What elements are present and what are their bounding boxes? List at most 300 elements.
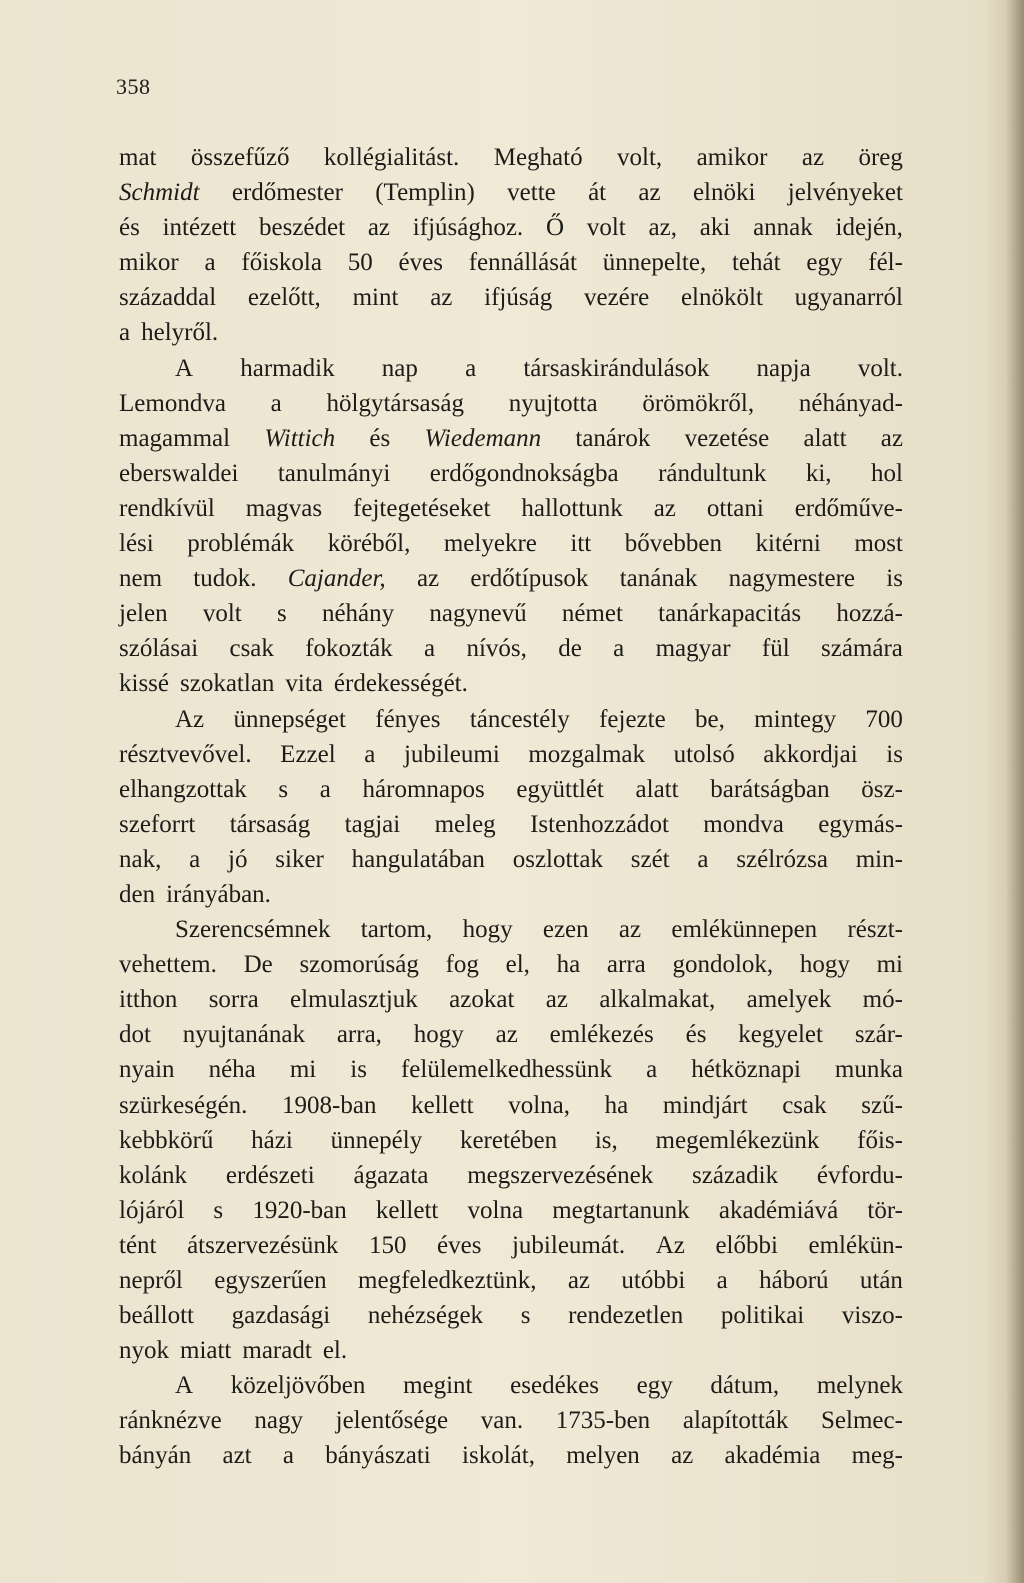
word: el. xyxy=(322,1337,348,1365)
word: ágazata xyxy=(353,1161,429,1189)
text-line xyxy=(119,421,903,456)
text-line xyxy=(119,1123,903,1158)
word: kellett xyxy=(411,1091,474,1119)
word: ha xyxy=(556,951,581,979)
word: is xyxy=(886,565,903,593)
word: hölgytársaság xyxy=(326,389,464,417)
word: a xyxy=(119,319,131,347)
word: alatt xyxy=(635,775,679,803)
word: századdal xyxy=(119,284,217,312)
word: részt- xyxy=(847,916,903,944)
word: maradt xyxy=(242,1337,312,1365)
word: a xyxy=(613,635,625,663)
word: keretében xyxy=(459,1126,558,1154)
word: erdőgondnokságba xyxy=(429,459,619,487)
word: Szerencsémnek xyxy=(175,916,331,944)
word: az xyxy=(671,1442,694,1470)
word: nagymestere xyxy=(728,565,856,593)
word: szólásai xyxy=(119,635,199,663)
word: emlékünnepen xyxy=(671,916,818,944)
word: bányászati xyxy=(325,1442,431,1470)
word: hozzá- xyxy=(836,600,903,628)
word: ki, xyxy=(805,459,832,487)
word: a xyxy=(697,845,709,873)
text-line xyxy=(119,982,903,1017)
body-text xyxy=(119,140,903,1474)
italic-word: Schmidt xyxy=(119,179,200,207)
word: utóbbi xyxy=(621,1267,686,1294)
word: az xyxy=(545,986,568,1014)
word: ugyanarról xyxy=(794,284,903,312)
word: alapították xyxy=(682,1407,789,1435)
text-line xyxy=(119,315,903,350)
word: és xyxy=(119,214,140,242)
word: erdőmester xyxy=(231,179,343,207)
word: fényes xyxy=(375,705,441,733)
word: csak xyxy=(782,1091,827,1119)
word: mint xyxy=(352,284,399,312)
word: nem xyxy=(119,565,163,593)
word: be, xyxy=(695,705,725,733)
word: nívós, xyxy=(466,635,527,663)
word: s xyxy=(520,1302,531,1330)
word: jubileumi xyxy=(403,740,500,768)
word: dátum, xyxy=(710,1372,780,1400)
italic-word: Wiedemann xyxy=(424,424,542,452)
word: ezelőtt, xyxy=(247,284,321,312)
text-line xyxy=(119,947,903,982)
word: egymás- xyxy=(818,810,903,838)
word: megint xyxy=(403,1372,473,1400)
word: nyok xyxy=(119,1337,169,1365)
text-line xyxy=(119,245,903,280)
word: nyain xyxy=(119,1056,175,1084)
word: az xyxy=(367,214,391,242)
word: kissé xyxy=(119,670,169,698)
word: tanának xyxy=(619,565,698,593)
word: az xyxy=(567,1267,591,1294)
word: 1908-ban xyxy=(282,1091,377,1119)
word: is xyxy=(350,1056,367,1084)
word: rándultunk xyxy=(658,459,767,487)
word: az xyxy=(801,144,825,171)
word: néhányad- xyxy=(798,389,903,417)
word: tör- xyxy=(867,1196,903,1224)
word: amikor xyxy=(696,144,768,171)
word: s xyxy=(213,1196,224,1224)
word: társaskirándulások xyxy=(523,354,710,382)
text-line xyxy=(119,140,903,175)
word: min- xyxy=(855,845,903,873)
page-edge-shadow xyxy=(1006,0,1024,1583)
word: az xyxy=(495,1021,518,1049)
word: örömökről, xyxy=(642,389,755,417)
word: egy xyxy=(636,1372,673,1400)
text-line xyxy=(119,631,903,666)
word: kitérni xyxy=(755,530,821,558)
word: ösz- xyxy=(861,775,903,803)
word: megemlékezünk xyxy=(655,1126,820,1154)
word: jelentősége xyxy=(335,1407,449,1435)
word: kellett xyxy=(375,1196,439,1224)
text-line xyxy=(119,1403,903,1438)
word: német xyxy=(561,600,623,628)
text-line xyxy=(119,1228,903,1263)
word: hétköznapi xyxy=(691,1056,801,1084)
text-line xyxy=(119,1298,903,1333)
word: fennállását xyxy=(468,249,577,277)
word: a xyxy=(716,1267,728,1294)
word: 150 xyxy=(368,1231,407,1259)
word: alkalmakat, xyxy=(599,986,716,1014)
word: arra xyxy=(606,951,646,979)
word: köréből, xyxy=(327,530,411,558)
text-line xyxy=(119,456,903,491)
word: nehézségek xyxy=(367,1302,484,1330)
page-number: 358 xyxy=(116,74,151,99)
word: háború xyxy=(759,1267,829,1294)
word: akkordjai xyxy=(763,740,858,768)
word: erdészeti xyxy=(225,1161,315,1189)
text-line xyxy=(119,351,903,386)
word: volna, xyxy=(508,1091,570,1119)
word: fejezte xyxy=(599,705,666,733)
word: siker xyxy=(275,845,324,873)
word: mat xyxy=(119,144,157,171)
word: háromnapos xyxy=(362,775,485,803)
word: jelen xyxy=(119,600,168,628)
word: kolánk xyxy=(119,1161,188,1189)
word: nak, xyxy=(119,845,162,873)
word: itt xyxy=(570,530,592,558)
word: házi xyxy=(251,1126,293,1154)
italic-word: Wittich xyxy=(264,424,336,452)
word: összefűző xyxy=(190,144,290,171)
word: elnöki xyxy=(692,179,756,207)
word: mikor xyxy=(119,249,179,277)
word: lési xyxy=(119,530,154,558)
word: éves xyxy=(398,249,443,277)
word: felülemelkedhessünk xyxy=(400,1056,613,1084)
word: miatt xyxy=(180,1337,232,1365)
word: alatt xyxy=(803,424,847,452)
text-line xyxy=(119,772,903,807)
word: hogy xyxy=(462,916,513,944)
word: napja xyxy=(756,354,811,382)
word: melynek xyxy=(816,1372,903,1400)
word: vezére xyxy=(583,284,650,312)
word: bányán xyxy=(119,1442,192,1470)
text-line xyxy=(119,561,903,596)
word: is, xyxy=(594,1126,618,1154)
word: nagynevű xyxy=(429,600,527,628)
word: munka xyxy=(834,1056,903,1084)
word: a xyxy=(465,354,477,382)
word: Ezzel xyxy=(280,740,336,768)
text-line xyxy=(119,491,903,526)
word: társaság xyxy=(229,810,311,838)
word: ifjúság xyxy=(484,284,553,312)
word: hangulatában xyxy=(351,845,485,873)
word: akadémia xyxy=(724,1442,821,1470)
word: aki xyxy=(699,214,731,242)
word: a xyxy=(424,635,436,663)
word: fél- xyxy=(868,249,903,277)
word: számára xyxy=(821,635,903,663)
word: néhány xyxy=(321,600,395,628)
word: el, xyxy=(505,951,530,979)
word: viszo- xyxy=(841,1302,903,1330)
word: irányában. xyxy=(166,880,271,908)
word: erdőműve- xyxy=(794,494,903,522)
word: Megható xyxy=(493,144,583,171)
word: harmadik xyxy=(240,354,335,382)
word: elhangzottak xyxy=(119,775,247,803)
text-line xyxy=(119,702,903,737)
word: tanárok xyxy=(575,424,651,452)
word: mi xyxy=(876,951,903,979)
word: de xyxy=(558,635,582,663)
word: a xyxy=(646,1056,658,1084)
word: Ő xyxy=(545,214,565,242)
word: vette xyxy=(507,179,556,207)
text-line xyxy=(119,737,903,772)
word: A xyxy=(175,1372,194,1400)
word: kegyelet xyxy=(738,1021,823,1049)
word: helyről. xyxy=(141,319,219,347)
word: den xyxy=(119,880,156,908)
word: az, xyxy=(648,214,677,242)
word: elnökölt xyxy=(680,284,763,312)
word: éves xyxy=(437,1231,482,1259)
word: erdőtípusok xyxy=(470,565,589,593)
word: Istenhozzádot xyxy=(530,810,669,838)
word: azt xyxy=(222,1442,252,1470)
word: mindjárt xyxy=(662,1091,748,1119)
word: szokatlan xyxy=(180,670,275,698)
word: mintegy xyxy=(754,705,837,733)
word: egy xyxy=(806,249,843,277)
text-line xyxy=(119,175,903,210)
word: annak xyxy=(753,214,813,242)
word: szélrózsa xyxy=(736,845,828,873)
word: 50 xyxy=(347,249,373,277)
word: intézett xyxy=(162,214,237,242)
word: emlékezés xyxy=(549,1021,654,1049)
word: együttlét xyxy=(516,775,604,803)
text-line xyxy=(119,1017,903,1052)
word: rendkívül xyxy=(119,494,215,522)
text-line xyxy=(119,1193,903,1228)
word: évfordu- xyxy=(816,1161,903,1189)
word: gazdasági xyxy=(231,1302,331,1330)
word: mozgalmak xyxy=(528,740,645,768)
word: közeljövőben xyxy=(230,1372,366,1400)
word: barátságban xyxy=(710,775,830,803)
word: itthon xyxy=(119,986,178,1014)
word: 1735-ben xyxy=(555,1407,651,1435)
word: mondva xyxy=(703,810,784,838)
word: lójáról xyxy=(119,1196,185,1224)
word: jubileumát. xyxy=(511,1231,626,1259)
word: bővebben xyxy=(624,530,722,558)
word: egyszerűen xyxy=(214,1267,327,1294)
word: emlékün- xyxy=(808,1231,903,1259)
word: problémák xyxy=(187,530,295,558)
word: azokat xyxy=(449,986,515,1014)
word: most xyxy=(854,530,903,558)
word: s xyxy=(278,775,289,803)
word: magvas xyxy=(245,494,323,522)
text-line xyxy=(119,526,903,561)
word: magammal xyxy=(119,424,231,452)
word: megfeledkeztünk, xyxy=(358,1267,537,1294)
word: fejtegetéseket xyxy=(353,494,491,522)
word: idején, xyxy=(835,214,903,242)
word: előbbi xyxy=(715,1231,778,1259)
word: s xyxy=(276,600,287,628)
word: tartom, xyxy=(360,916,433,944)
word: a xyxy=(204,249,216,277)
word: a xyxy=(319,775,331,803)
word: politikai xyxy=(720,1302,805,1330)
word: beállott xyxy=(119,1302,194,1330)
word: Az xyxy=(175,705,205,733)
word: kebbkörű xyxy=(119,1126,214,1154)
word: nepről xyxy=(119,1267,183,1294)
word: nyujtotta xyxy=(508,389,598,417)
word: nagy xyxy=(254,1407,303,1435)
word: hogy xyxy=(413,1021,464,1049)
word: 1920-ban xyxy=(252,1196,347,1224)
word: ünnepelte, xyxy=(602,249,707,277)
word: át xyxy=(588,179,607,207)
word: szét xyxy=(630,845,670,873)
word: a xyxy=(189,845,201,873)
text-line xyxy=(119,280,903,315)
text-line xyxy=(119,666,903,701)
word: tanulmányi xyxy=(277,459,391,487)
word: van. xyxy=(480,1407,524,1435)
word: volt xyxy=(586,214,626,242)
word: fog xyxy=(445,951,479,979)
word: táncestély xyxy=(469,705,570,733)
word: szű- xyxy=(861,1091,903,1119)
word: főis- xyxy=(857,1126,903,1154)
text-line xyxy=(119,842,903,877)
word: az xyxy=(430,284,453,312)
word: volt, xyxy=(617,144,663,171)
word: tanárkapacitás xyxy=(658,600,802,628)
word: A xyxy=(175,354,194,382)
word: a xyxy=(270,389,282,417)
text-line xyxy=(119,210,903,245)
word: fül xyxy=(761,635,790,663)
word: tehát xyxy=(731,249,781,277)
word: hol xyxy=(871,459,903,487)
text-line xyxy=(119,1368,903,1403)
word: és xyxy=(369,424,391,452)
word: 700 xyxy=(865,705,903,733)
word: gondolok, xyxy=(672,951,774,979)
word: meg- xyxy=(851,1442,903,1470)
word: hogy xyxy=(799,951,850,979)
word: beszédet xyxy=(258,214,346,242)
word: szeforrt xyxy=(119,810,196,838)
word: tagjai xyxy=(344,810,401,838)
word: ünnepséget xyxy=(233,705,346,733)
word: mó- xyxy=(862,986,903,1014)
word: nyujtanának xyxy=(182,1021,305,1049)
word: dot xyxy=(119,1021,151,1049)
word: öreg xyxy=(858,144,903,171)
word: érdekességét. xyxy=(333,670,468,698)
text-line xyxy=(119,877,903,912)
word: jó xyxy=(228,845,248,873)
word: az xyxy=(880,424,903,452)
word: nap xyxy=(381,354,418,382)
word: ottani xyxy=(706,494,764,522)
word: megtartanunk xyxy=(552,1196,690,1224)
word: az xyxy=(653,494,676,522)
word: főiskola xyxy=(241,249,322,277)
word: résztvevővel. xyxy=(119,740,252,768)
word: szomorúság xyxy=(299,951,419,979)
word: Selmec- xyxy=(821,1407,903,1435)
word: esedékes xyxy=(510,1372,599,1400)
word: után xyxy=(859,1267,903,1294)
word: volt. xyxy=(857,354,903,382)
word: jelvényeket xyxy=(787,179,903,207)
word: iskolát, xyxy=(462,1442,535,1470)
word: az xyxy=(416,565,440,593)
word: ezen xyxy=(542,916,589,944)
word: meleg xyxy=(434,810,496,838)
word: a xyxy=(364,740,376,768)
word: az xyxy=(618,916,642,944)
word: ifjúsághoz. xyxy=(412,214,524,242)
word: elmulasztjuk xyxy=(290,986,418,1014)
word: átszervezésünk xyxy=(187,1231,339,1259)
word: Az xyxy=(655,1231,685,1259)
word: és xyxy=(685,1021,707,1049)
italic-word: Cajander, xyxy=(287,565,386,593)
word: tént xyxy=(119,1231,157,1259)
word: volt xyxy=(202,600,242,628)
text-line xyxy=(119,1088,903,1123)
text-line xyxy=(119,1158,903,1193)
word: utolsó xyxy=(673,740,735,768)
word: ha xyxy=(604,1091,629,1119)
word: szürkeségén. xyxy=(119,1091,248,1119)
word: vita xyxy=(285,670,323,698)
word: mi xyxy=(289,1056,317,1084)
word: is xyxy=(886,740,903,768)
word: megszervezésének xyxy=(467,1161,654,1189)
word: vezetése xyxy=(684,424,770,452)
text-line xyxy=(119,386,903,421)
text-line xyxy=(119,596,903,631)
word: ránknézve xyxy=(119,1407,222,1435)
text-line xyxy=(119,1263,903,1298)
text-line xyxy=(119,1052,903,1087)
word: ünnepély xyxy=(330,1126,423,1154)
word: századik xyxy=(692,1161,779,1189)
word: magyar xyxy=(655,635,731,663)
word: (Templin) xyxy=(375,179,475,207)
word: vehettem. xyxy=(119,951,217,979)
word: fokozták xyxy=(305,635,393,663)
